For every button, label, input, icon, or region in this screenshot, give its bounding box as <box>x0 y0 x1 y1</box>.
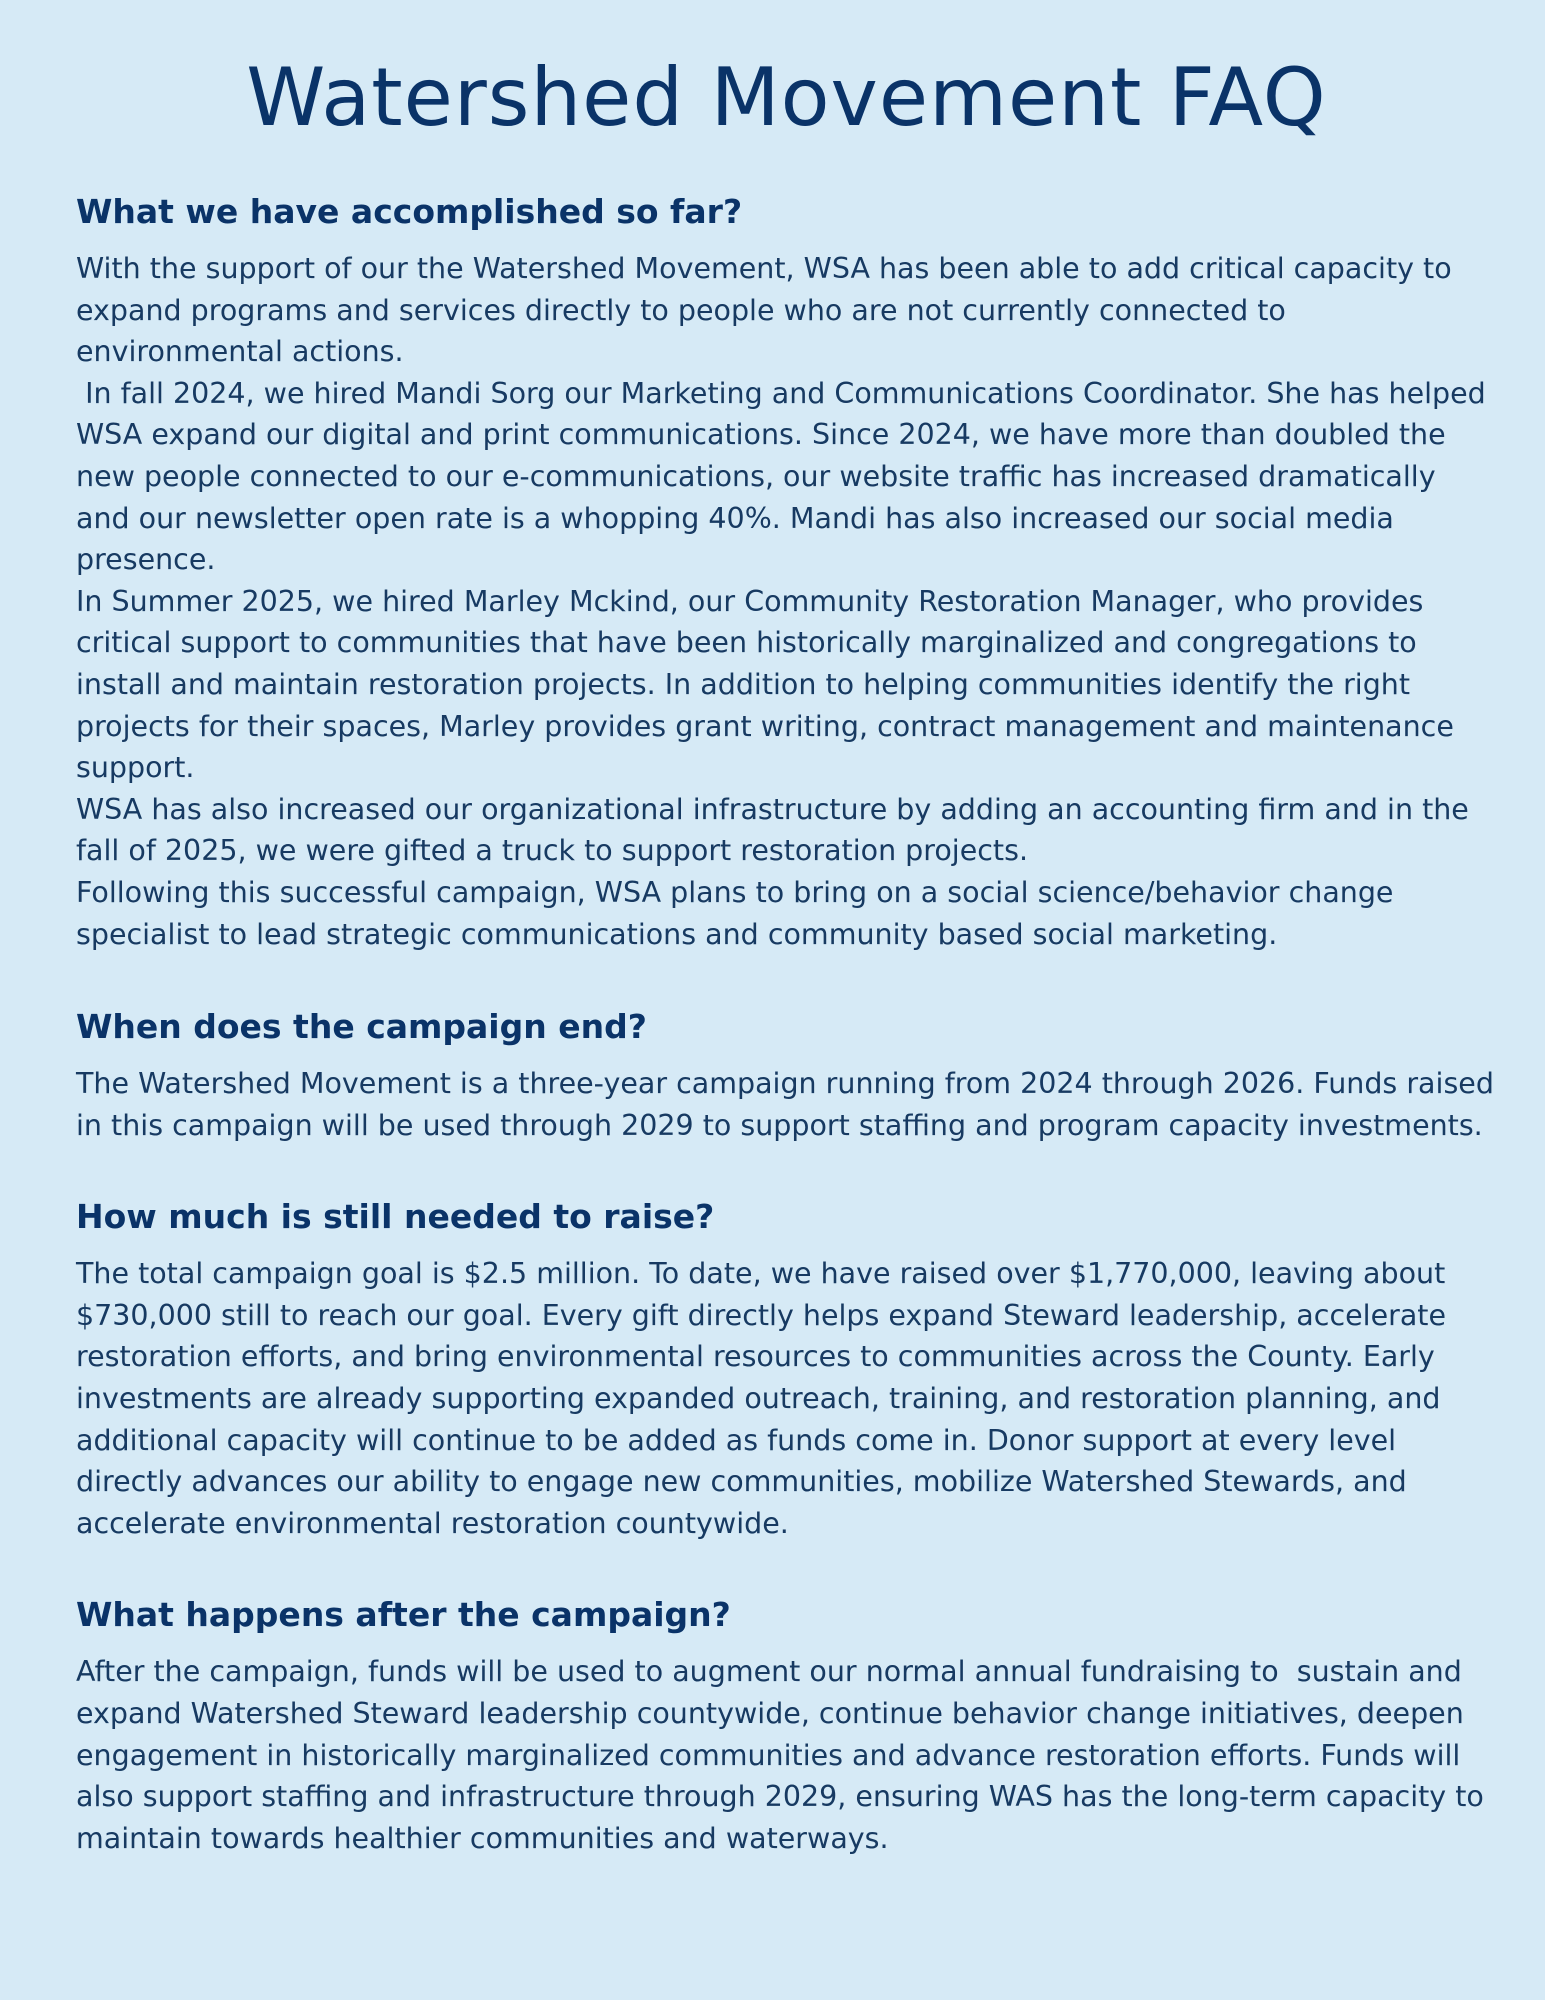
faq-section-still-needed <box>76 1193 1497 1544</box>
faq-answer <box>76 1253 1497 1544</box>
faq-answer <box>76 1651 1497 1859</box>
answer-paragraph: Following this successful campaign, WSA plans to bring on a social science/behavior change specialist to lead strategic communications and community based social marketing. <box>76 875 1394 951</box>
faq-section-campaign-end <box>76 1003 1497 1146</box>
faq-question: When does the campaign end? <box>76 1007 647 1047</box>
answer-paragraph: The total campaign goal is $2.5 million. To date, we have raised over $1,770,000, leaving about $730,000 still to reach our goal. Every gift directly helps expand Steward leadership, accelerate restoration efforts, and bring environmental resources to communities across the County. Early investments are already supporting expanded outreach, training, and restoration planning, and additional capacity will continue to be added as funds come in. Donor support at every level directly advances our ability to engage new communities, mobilize Watershed Stewards, and accelerate environmental restoration countywide. <box>76 1257 1446 1540</box>
faq-question: What we have accomplished so far? <box>76 192 743 231</box>
answer-paragraph: After the campaign, funds will be used to augment our normal annual fundraising to sustain and expand Watershed Steward leadership countywide, continue behavior change initiatives, deepen engagement in historically marginalized communities and advance restoration efforts. Funds will also support staffing and infrastructure through 2029, ensuring WAS has the long-term capacity to maintain towards healthier communities and waterways. <box>76 1655 1493 1855</box>
faq-answer <box>76 248 1497 955</box>
faq-question: How much is still needed to raise? <box>76 1197 715 1237</box>
answer-paragraph: WSA has also increased our organizational infrastructure by adding an accounting firm and in the fall of 2025, we were gifted a truck to support restoration projects. <box>76 792 1469 868</box>
answer-paragraph: The Watershed Movement is a three-year campaign running from 2024 through 2026. Funds raised in this campaign will be used through 2029 to support staffing and program capacity investments. <box>76 1067 1494 1142</box>
answer-paragraph: In Summer 2025, we hired Marley Mckind, our Community Restoration Manager, who provides critical support to communities that have been historically marginalized and congregations to install and maintain restoration projects. In addition to helping communities identify the right projects for their spaces, Marley provides grant writing, contract management and maintenance support. <box>76 584 1454 785</box>
page-title: Watershed Movement FAQ <box>246 51 1327 144</box>
faq-question: What happens after the campaign? <box>76 1595 731 1635</box>
faq-section-accomplished <box>76 188 1497 955</box>
faq-answer <box>76 1063 1497 1146</box>
answer-paragraph: With the support of our the Watershed Movement, WSA has been able to add critical capacity to expand programs and services directly to people who are not currently connected to environmental actions. <box>76 252 1452 369</box>
answer-paragraph: In fall 2024, we hired Mandi Sorg our Marketing and Communications Coordinator. She has helped WSA expand our digital and print communications. Since 2024, we have more than doubled the new people connected to our e-communications, our website traffic has increased dramatically and our newsletter open rate is a whopping 40%. Mandi has also increased our social media presence. <box>76 376 1495 577</box>
faq-section-after-campaign <box>76 1591 1497 1859</box>
